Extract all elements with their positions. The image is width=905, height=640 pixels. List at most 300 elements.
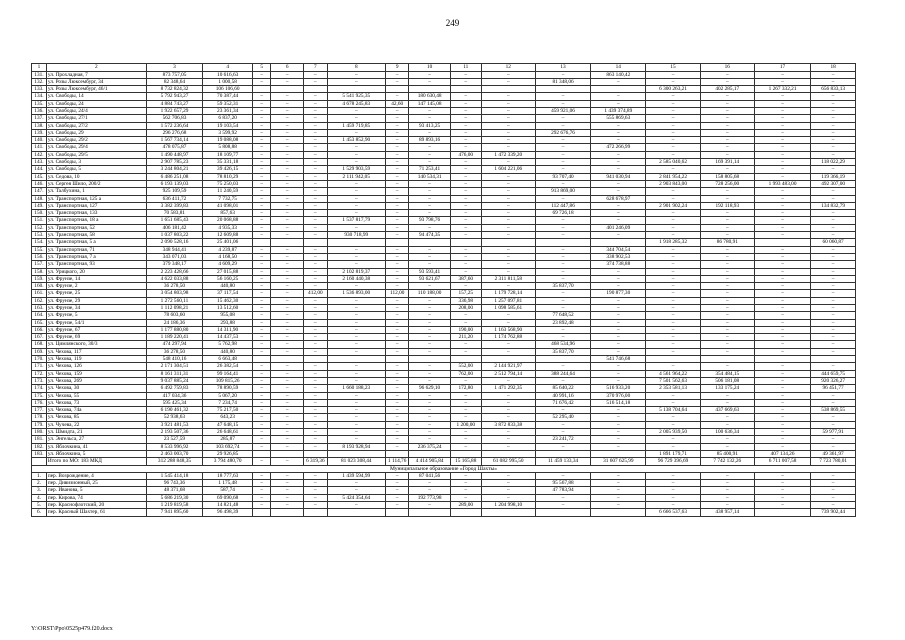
- value-cell: 96 629,10: [409, 385, 450, 392]
- value-cell: 27 015,88: [203, 268, 253, 275]
- value-cell: 1 112 098,21: [146, 305, 202, 312]
- table-row: [32, 122, 856, 129]
- table-row: [32, 326, 856, 333]
- value-cell: –: [304, 107, 327, 114]
- value-cell: 109 815,26: [203, 377, 253, 384]
- value-cell: –: [253, 480, 271, 487]
- value-cell: –: [327, 421, 385, 428]
- value-cell: [304, 450, 327, 457]
- value-cell: –: [253, 246, 271, 253]
- value-cell: –: [386, 78, 409, 85]
- value-cell: –: [700, 78, 754, 85]
- value-cell: 1 604 221,06: [481, 166, 535, 173]
- value-cell: 81 348,06: [535, 78, 590, 85]
- value-cell: [386, 509, 409, 516]
- value-cell: –: [646, 246, 700, 253]
- value-cell: –: [450, 107, 481, 114]
- value-cell: –: [386, 407, 409, 414]
- value-cell: –: [646, 341, 700, 348]
- value-cell: –: [450, 180, 481, 187]
- value-cell: –: [327, 151, 385, 158]
- value-cell: 2 463 003,70: [146, 450, 202, 457]
- value-cell: –: [304, 348, 327, 355]
- value-cell: –: [754, 159, 810, 166]
- value-cell: –: [646, 283, 700, 290]
- table-row: [32, 421, 856, 428]
- value-cell: 6 663,48: [203, 356, 253, 363]
- value-cell: –: [271, 472, 304, 479]
- header-cell: 11: [450, 64, 481, 72]
- value-cell: –: [591, 93, 646, 100]
- value-cell: –: [481, 122, 535, 129]
- value-cell: –: [271, 100, 304, 107]
- address-cell: ул. Свободы, 24: [46, 100, 146, 107]
- value-cell: –: [754, 443, 810, 450]
- value-cell: –: [811, 334, 856, 341]
- value-cell: [271, 356, 304, 363]
- value-cell: –: [327, 261, 385, 268]
- value-cell: 343 071,03: [146, 253, 202, 260]
- value-cell: –: [327, 71, 385, 78]
- value-cell: –: [591, 370, 646, 377]
- value-cell: –: [409, 305, 450, 312]
- value-cell: 94 474,35: [409, 232, 450, 239]
- value-cell: –: [481, 159, 535, 166]
- value-cell: 18 777,63: [203, 472, 253, 479]
- value-cell: –: [754, 290, 810, 297]
- value-cell: –: [409, 392, 450, 399]
- value-cell: –: [591, 188, 646, 195]
- value-cell: –: [811, 312, 856, 319]
- value-cell: [535, 356, 590, 363]
- value-cell: –: [386, 159, 409, 166]
- value-cell: 379 348,17: [146, 261, 202, 268]
- row-number-cell: 177.: [32, 407, 47, 414]
- value-cell: 1 472 339,20: [481, 151, 535, 158]
- value-cell: [409, 450, 450, 457]
- value-cell: –: [450, 129, 481, 136]
- value-cell: 548 410,16: [146, 356, 202, 363]
- value-cell: 77 648,52: [535, 312, 590, 319]
- value-cell: –: [700, 436, 754, 443]
- value-cell: 112 447,86: [535, 202, 590, 209]
- value-cell: –: [450, 443, 481, 450]
- value-cell: [409, 509, 450, 516]
- value-cell: –: [481, 93, 535, 100]
- value-cell: –: [409, 202, 450, 209]
- value-cell: [811, 356, 856, 363]
- value-cell: –: [386, 268, 409, 275]
- value-cell: –: [304, 392, 327, 399]
- value-cell: –: [811, 297, 856, 304]
- value-cell: 61 082 995,50: [481, 458, 535, 465]
- value-cell: –: [481, 407, 535, 414]
- value-cell: –: [646, 253, 700, 260]
- value-cell: 7 742 132,26: [700, 458, 754, 465]
- table-row: [32, 305, 856, 312]
- value-cell: –: [754, 414, 810, 421]
- value-cell: –: [811, 100, 856, 107]
- value-cell: –: [646, 436, 700, 443]
- value-cell: –: [386, 494, 409, 501]
- value-cell: –: [450, 166, 481, 173]
- value-cell: –: [304, 319, 327, 326]
- value-cell: 417 034,36: [146, 392, 202, 399]
- value-cell: 1 114,76: [386, 458, 409, 465]
- value-cell: –: [535, 429, 590, 436]
- value-cell: –: [591, 137, 646, 144]
- value-cell: 39 426,15: [203, 166, 253, 173]
- value-cell: 96 729 396,69: [646, 458, 700, 465]
- value-cell: 289,00: [450, 502, 481, 509]
- value-cell: –: [253, 261, 271, 268]
- value-cell: –: [754, 100, 810, 107]
- value-cell: –: [386, 334, 409, 341]
- address-cell: ул. Шмидта, 21: [46, 429, 146, 436]
- address-cell: ул. Фрунзе, 2: [46, 283, 146, 290]
- value-cell: –: [481, 341, 535, 348]
- value-cell: 36 278,50: [146, 283, 202, 290]
- value-cell: 1 453 852,90: [327, 137, 385, 144]
- row-number-cell: 156.: [32, 253, 47, 260]
- value-cell: –: [304, 268, 327, 275]
- value-cell: –: [591, 210, 646, 217]
- value-cell: 374 738,88: [591, 261, 646, 268]
- value-cell: –: [754, 122, 810, 129]
- value-cell: –: [409, 414, 450, 421]
- value-cell: –: [271, 188, 304, 195]
- value-cell: –: [304, 334, 327, 341]
- value-cell: –: [646, 195, 700, 202]
- value-cell: –: [271, 122, 304, 129]
- row-number-cell: 175.: [32, 392, 47, 399]
- value-cell: 438 957,14: [700, 509, 754, 516]
- value-cell: –: [450, 100, 481, 107]
- value-cell: –: [386, 246, 409, 253]
- value-cell: –: [646, 261, 700, 268]
- value-cell: –: [409, 326, 450, 333]
- value-cell: 236 375,24: [409, 443, 450, 450]
- value-cell: 93 707,40: [535, 173, 590, 180]
- table-row: [32, 86, 856, 93]
- value-cell: –: [271, 268, 304, 275]
- row-number-cell: 147.: [32, 188, 47, 195]
- value-cell: –: [754, 129, 810, 136]
- row-number-cell: 164.: [32, 312, 47, 319]
- row-number-cell: 4.: [32, 494, 47, 501]
- address-cell: ул. Фрунзе, 14: [46, 275, 146, 282]
- value-cell: –: [535, 93, 590, 100]
- value-cell: –: [409, 370, 450, 377]
- value-cell: 95 567,88: [535, 480, 590, 487]
- value-cell: –: [591, 326, 646, 333]
- value-cell: –: [271, 107, 304, 114]
- value-cell: –: [386, 173, 409, 180]
- value-cell: 96 498,39: [203, 509, 253, 516]
- value-cell: –: [304, 429, 327, 436]
- value-cell: –: [646, 334, 700, 341]
- value-cell: –: [646, 217, 700, 224]
- value-cell: –: [327, 107, 385, 114]
- value-cell: –: [591, 159, 646, 166]
- value-cell: [327, 239, 385, 246]
- value-cell: –: [700, 261, 754, 268]
- value-cell: –: [409, 480, 450, 487]
- value-cell: –: [646, 115, 700, 122]
- value-cell: –: [304, 421, 327, 428]
- value-cell: –: [409, 487, 450, 494]
- value-cell: –: [700, 93, 754, 100]
- value-cell: 85 640,22: [535, 385, 590, 392]
- value-cell: 35 331,18: [203, 159, 253, 166]
- address-cell: ул. Транспортная, 58: [46, 232, 146, 239]
- value-cell: –: [646, 326, 700, 333]
- value-cell: 1 000,58: [203, 78, 253, 85]
- value-cell: –: [253, 115, 271, 122]
- value-cell: –: [754, 348, 810, 355]
- value-cell: –: [409, 399, 450, 406]
- address-cell: ул. Чехова, 85: [46, 414, 146, 421]
- value-cell: –: [253, 436, 271, 443]
- value-cell: [591, 509, 646, 516]
- value-cell: –: [535, 166, 590, 173]
- value-cell: 2 111 942,05: [327, 173, 385, 180]
- value-cell: –: [253, 407, 271, 414]
- value-cell: –: [386, 275, 409, 282]
- value-cell: –: [304, 407, 327, 414]
- value-cell: –: [754, 407, 810, 414]
- value-cell: –: [754, 137, 810, 144]
- value-cell: –: [754, 334, 810, 341]
- row-number-cell: 179.: [32, 421, 47, 428]
- value-cell: [409, 356, 450, 363]
- value-cell: [304, 239, 327, 246]
- value-cell: 1 471 292,35: [481, 385, 535, 392]
- value-cell: [409, 239, 450, 246]
- address-cell: ул. Свободы, 27/1: [46, 115, 146, 122]
- table-row: [32, 253, 856, 260]
- value-cell: –: [481, 312, 535, 319]
- row-number-cell: 183.: [32, 450, 47, 457]
- value-cell: –: [304, 246, 327, 253]
- value-cell: –: [409, 421, 450, 428]
- value-cell: 40 991,16: [535, 392, 590, 399]
- value-cell: –: [450, 144, 481, 151]
- header-cell: 13: [535, 64, 590, 72]
- value-cell: –: [271, 297, 304, 304]
- row-number-cell: 160.: [32, 283, 47, 290]
- value-cell: 401 246,09: [591, 224, 646, 231]
- value-cell: –: [304, 363, 327, 370]
- value-cell: –: [327, 319, 385, 326]
- value-cell: –: [271, 151, 304, 158]
- value-cell: 516 514,18: [591, 399, 646, 406]
- value-cell: –: [450, 261, 481, 268]
- value-cell: –: [481, 202, 535, 209]
- value-cell: –: [811, 166, 856, 173]
- address-cell: ул. Розы Люксембург, 34: [46, 78, 146, 85]
- value-cell: –: [754, 421, 810, 428]
- value-cell: –: [304, 275, 327, 282]
- value-cell: –: [253, 458, 271, 465]
- value-cell: –: [450, 319, 481, 326]
- value-cell: –: [481, 348, 535, 355]
- value-cell: –: [304, 414, 327, 421]
- value-cell: 5 138 704,64: [646, 407, 700, 414]
- value-cell: 1 537 817,79: [327, 217, 385, 224]
- table-row: [32, 414, 856, 421]
- value-cell: –: [271, 78, 304, 85]
- value-cell: 1 922 657,29: [146, 107, 202, 114]
- value-cell: 538 869,55: [811, 407, 856, 414]
- value-cell: –: [253, 443, 271, 450]
- value-cell: –: [304, 283, 327, 290]
- value-cell: –: [253, 377, 271, 384]
- value-cell: 728 256,00: [700, 180, 754, 187]
- value-cell: –: [386, 253, 409, 260]
- value-cell: 955,08: [203, 312, 253, 319]
- value-cell: 37 117,54: [203, 290, 253, 297]
- value-cell: –: [253, 78, 271, 85]
- table-row: [32, 487, 856, 494]
- value-cell: 387,60: [450, 275, 481, 282]
- row-number-cell: 163.: [32, 305, 47, 312]
- table-row: [32, 283, 856, 290]
- value-cell: –: [253, 370, 271, 377]
- value-cell: 140 534,31: [409, 173, 450, 180]
- value-cell: 2 171 304,51: [146, 363, 202, 370]
- value-cell: –: [535, 326, 590, 333]
- value-cell: –: [253, 305, 271, 312]
- value-cell: –: [271, 283, 304, 290]
- value-cell: –: [481, 129, 535, 136]
- value-cell: 6 837,20: [203, 115, 253, 122]
- value-cell: –: [811, 290, 856, 297]
- value-cell: 6 492 759,83: [146, 385, 202, 392]
- address-cell: ул. Транспортная, 93: [46, 261, 146, 268]
- value-cell: –: [700, 348, 754, 355]
- value-cell: 87 041,56: [409, 472, 450, 479]
- value-cell: 3 872 833,38: [481, 421, 535, 428]
- value-cell: –: [811, 122, 856, 129]
- value-cell: –: [271, 319, 304, 326]
- value-cell: –: [481, 173, 535, 180]
- value-cell: 2 005 939,50: [646, 429, 700, 436]
- value-cell: [481, 450, 535, 457]
- value-cell: –: [754, 283, 810, 290]
- table-row: [32, 232, 856, 239]
- address-cell: ул. Фрунзе, 34: [46, 305, 146, 312]
- value-cell: –: [700, 100, 754, 107]
- row-number-cell: 133.: [32, 86, 47, 93]
- value-cell: –: [450, 137, 481, 144]
- value-cell: –: [304, 326, 327, 333]
- row-number-cell: 144.: [32, 166, 47, 173]
- table-row: [32, 188, 856, 195]
- row-number-cell: 165.: [32, 319, 47, 326]
- value-cell: –: [327, 195, 385, 202]
- value-cell: –: [481, 494, 535, 501]
- value-cell: –: [271, 144, 304, 151]
- value-cell: –: [304, 202, 327, 209]
- value-cell: 4 609,29: [203, 261, 253, 268]
- value-cell: 925 109,59: [146, 188, 202, 195]
- value-cell: –: [271, 341, 304, 348]
- value-cell: [450, 450, 481, 457]
- value-cell: 1 174 762,88: [481, 334, 535, 341]
- address-cell: ул. Чехова, 269: [46, 377, 146, 384]
- value-cell: –: [591, 341, 646, 348]
- value-cell: –: [327, 392, 385, 399]
- value-cell: 70 583,81: [146, 210, 202, 217]
- value-cell: –: [591, 348, 646, 355]
- header-cell: 9: [386, 64, 409, 72]
- value-cell: –: [253, 421, 271, 428]
- row-number-cell: 173.: [32, 377, 47, 384]
- value-cell: –: [700, 326, 754, 333]
- value-cell: –: [700, 210, 754, 217]
- value-cell: –: [271, 115, 304, 122]
- value-cell: –: [481, 436, 535, 443]
- value-cell: –: [253, 122, 271, 129]
- value-cell: –: [646, 71, 700, 78]
- value-cell: 344 704,54: [591, 246, 646, 253]
- value-cell: –: [450, 487, 481, 494]
- value-cell: –: [811, 326, 856, 333]
- value-cell: –: [271, 159, 304, 166]
- value-cell: 26 382,54: [203, 363, 253, 370]
- value-cell: –: [450, 210, 481, 217]
- value-cell: –: [481, 115, 535, 122]
- value-cell: 2 907 785,23: [146, 159, 202, 166]
- value-cell: –: [754, 166, 810, 173]
- value-cell: –: [304, 385, 327, 392]
- table-row: [32, 450, 856, 457]
- value-cell: –: [591, 487, 646, 494]
- value-cell: –: [481, 195, 535, 202]
- value-cell: –: [304, 487, 327, 494]
- value-cell: –: [271, 210, 304, 217]
- value-cell: –: [409, 71, 450, 78]
- value-cell: –: [304, 180, 327, 187]
- value-cell: –: [535, 472, 590, 479]
- value-cell: [535, 509, 590, 516]
- value-cell: –: [253, 312, 271, 319]
- row-number-cell: 134.: [32, 93, 47, 100]
- value-cell: –: [450, 188, 481, 195]
- value-cell: –: [327, 348, 385, 355]
- table-row: [32, 275, 856, 282]
- value-cell: –: [271, 414, 304, 421]
- value-cell: –: [535, 443, 590, 450]
- row-number-cell: 181.: [32, 436, 47, 443]
- value-cell: –: [591, 429, 646, 436]
- value-cell: –: [754, 487, 810, 494]
- value-cell: –: [327, 326, 385, 333]
- value-cell: 118 022,29: [811, 159, 856, 166]
- value-cell: –: [253, 224, 271, 231]
- table-row: [32, 210, 856, 217]
- value-cell: –: [304, 129, 327, 136]
- value-cell: –: [409, 253, 450, 260]
- value-cell: 6 486 251,08: [146, 173, 202, 180]
- value-cell: –: [646, 312, 700, 319]
- value-cell: 643,23: [203, 414, 253, 421]
- value-cell: –: [535, 224, 590, 231]
- value-cell: 18 109,77: [203, 151, 253, 158]
- value-cell: –: [253, 494, 271, 501]
- row-number-cell: 149.: [32, 202, 47, 209]
